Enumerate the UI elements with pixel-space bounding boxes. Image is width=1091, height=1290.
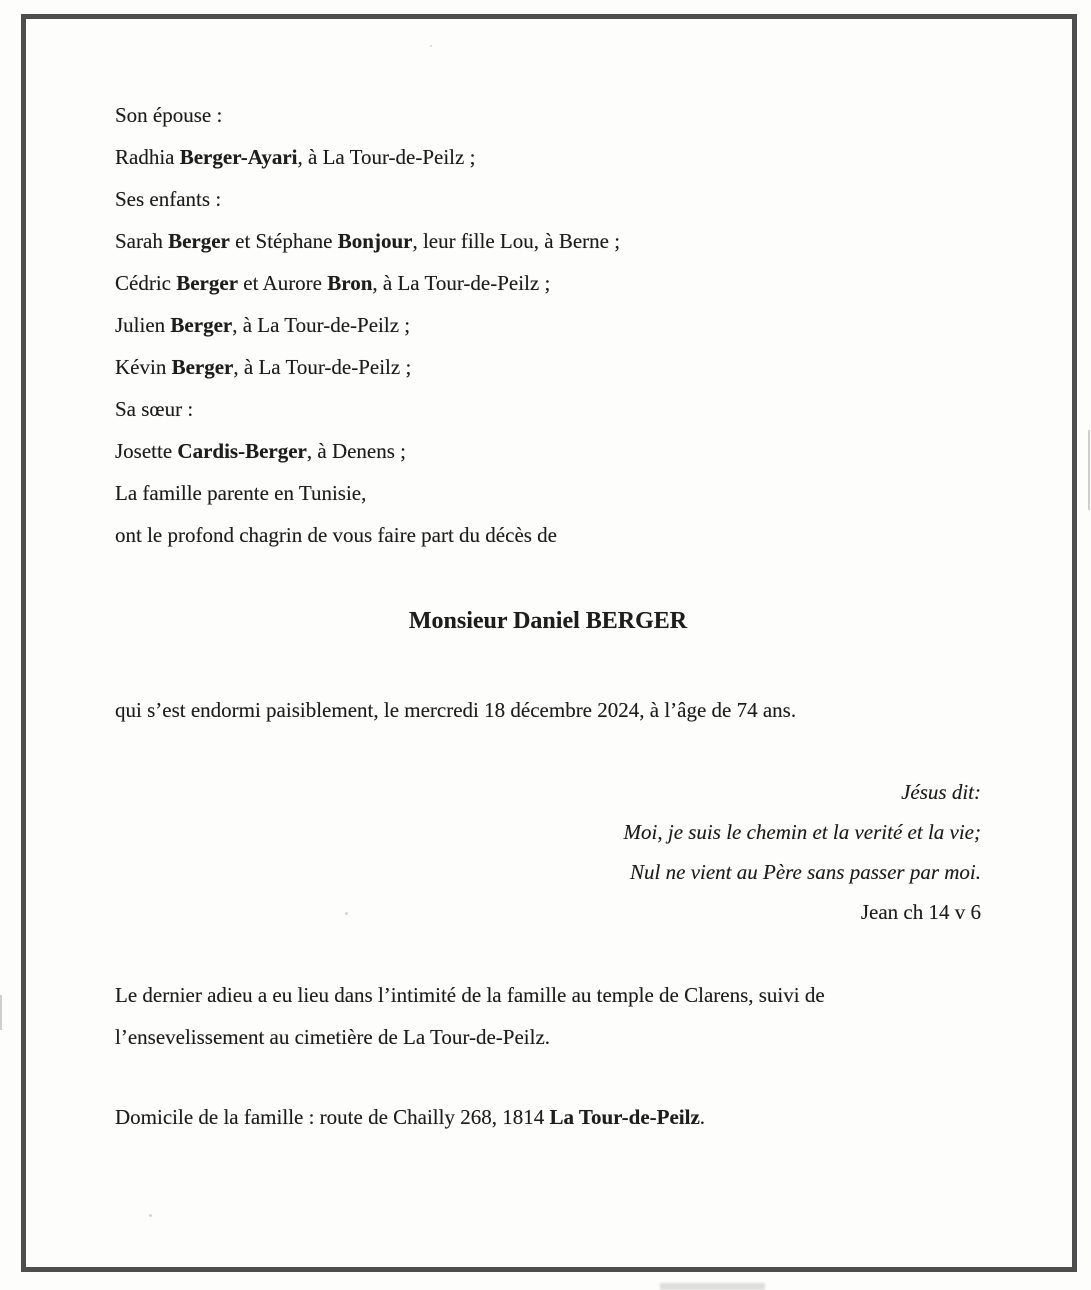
family-line-child-julien: Julien Berger, à La Tour-de-Peilz ;	[115, 313, 411, 337]
quote-line-2: Nul ne vient au Père sans passer par moi.	[630, 860, 981, 884]
family-line-child-sarah: Sarah Berger et Stéphane Bonjour, leur fille Lou, à Berne ;	[115, 229, 621, 253]
scan-speck	[149, 1214, 152, 1217]
deceased-name-title: Monsieur Daniel BERGER	[408, 608, 688, 634]
family-address-line: Domicile de la famille : route de Chailly 268, 1814 La Tour-de-Peilz.	[115, 1105, 706, 1129]
farewell-paragraph	[115, 974, 981, 1058]
death-announcement-line: qui s’est endormi paisiblement, le mercredi 18 décembre 2024, à l’âge de 74 ans.	[115, 698, 797, 722]
scan-speck	[430, 45, 432, 47]
family-line-child-cedric: Cédric Berger et Aurore Bron, à La Tour-de-Peilz ;	[115, 271, 551, 295]
scan-edge-mark	[1088, 430, 1090, 510]
quote-line-1: Moi, je suis le chemin et la verité et la vie;	[623, 820, 981, 844]
bible-quote-block	[115, 772, 981, 932]
scan-edge-mark	[0, 995, 2, 1030]
scan-bottom-cutoff-artifact	[660, 1283, 765, 1290]
family-line-sister-label: Sa sœur :	[115, 397, 194, 421]
family-line-sister: Josette Cardis-Berger, à Denens ;	[115, 439, 407, 463]
quote-reference: Jean ch 14 v 6	[860, 900, 981, 924]
scan-speck	[345, 912, 348, 915]
family-list	[115, 94, 981, 556]
obituary-content	[115, 94, 981, 1138]
family-line-announcement-lead: ont le profond chagrin de vous faire part du décès de	[115, 523, 558, 547]
family-line-child-kevin: Kévin Berger, à La Tour-de-Peilz ;	[115, 355, 412, 379]
family-line-spouse-label: Son épouse :	[115, 103, 223, 127]
family-line-relatives: La famille parente en Tunisie,	[115, 481, 367, 505]
quote-intro: Jésus dit:	[901, 780, 981, 804]
farewell-line-1: Le dernier adieu a eu lieu dans l’intimité de la famille au temple de Clarens, suivi de	[115, 983, 825, 1007]
farewell-line-2: l’ensevelissement au cimetière de La Tour-de-Peilz.	[115, 1025, 551, 1049]
family-line-children-label: Ses enfants :	[115, 187, 222, 211]
family-line-spouse: Radhia Berger-Ayari, à La Tour-de-Peilz ;	[115, 145, 476, 169]
